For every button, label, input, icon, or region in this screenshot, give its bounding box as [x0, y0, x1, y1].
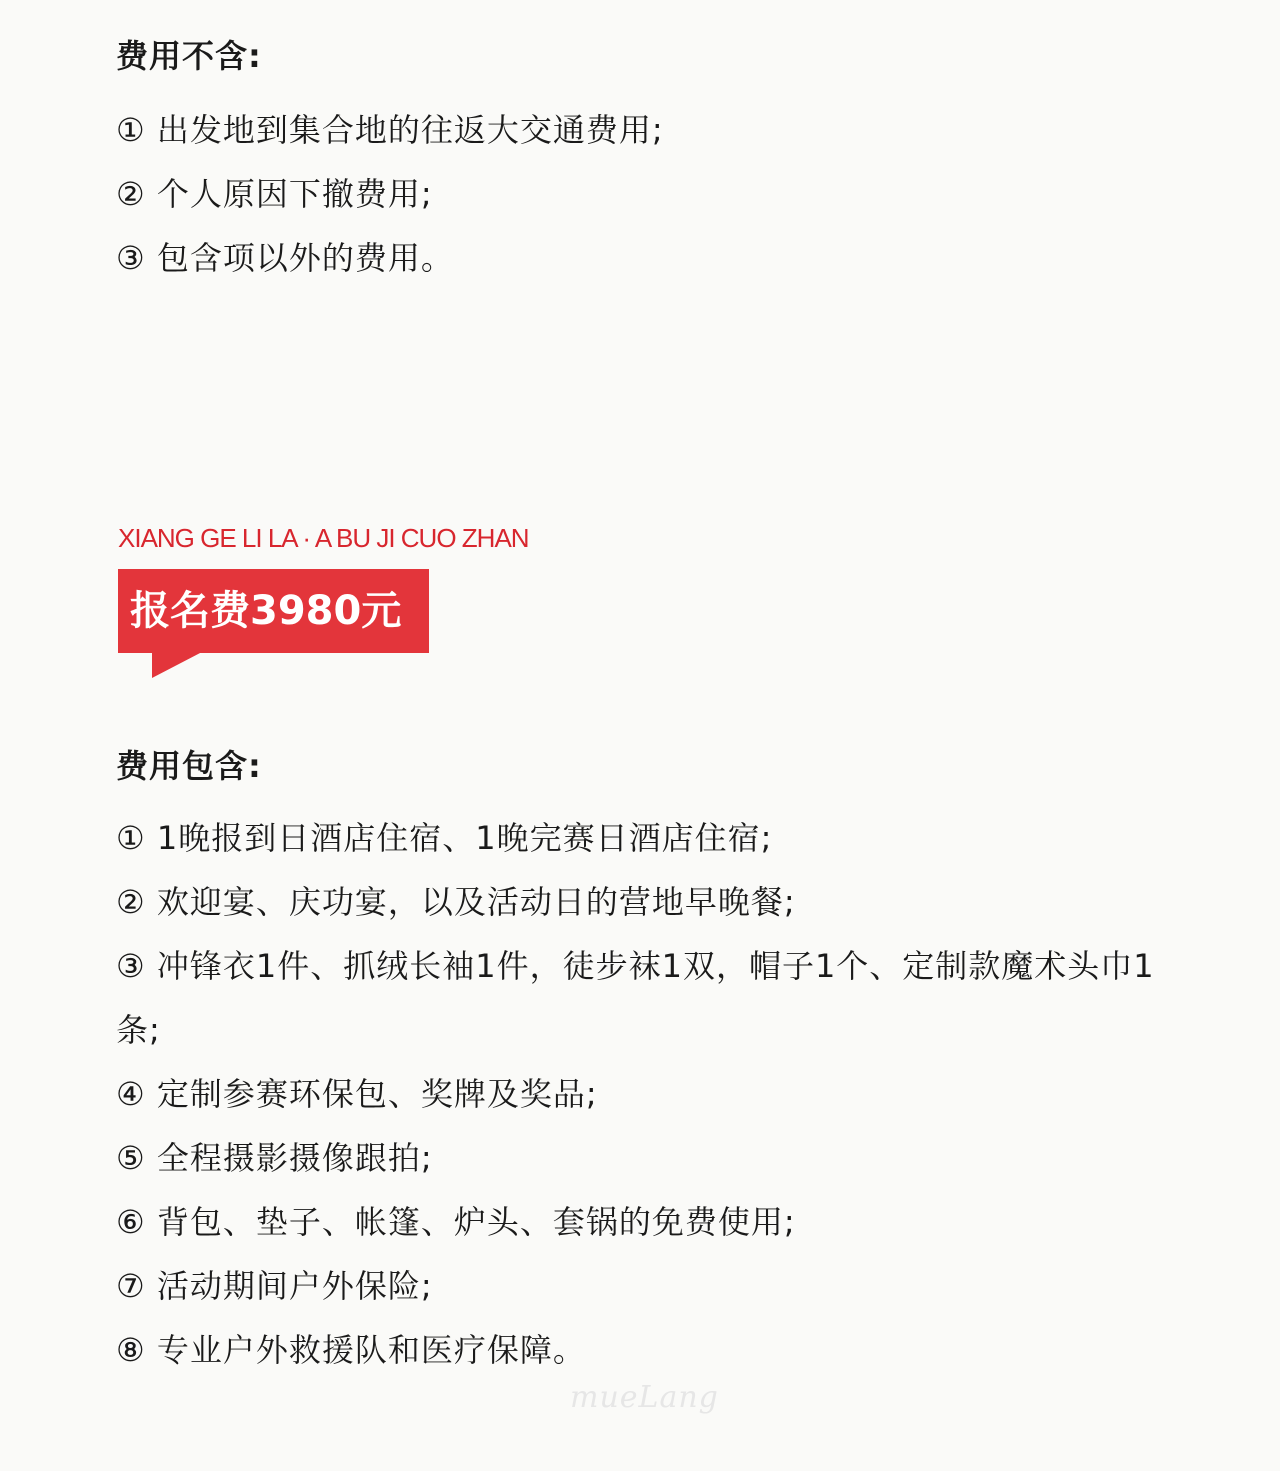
- list-item: ② 欢迎宴、庆功宴，以及活动日的营地早晚餐;: [116, 883, 796, 921]
- list-item: ① 1晚报到日酒店住宿、1晚完赛日酒店住宿;: [116, 819, 773, 857]
- included-list: [116, 806, 1166, 1382]
- list-item: ⑥ 背包、垫子、帐篷、炉头、套锅的免费使用;: [116, 1203, 796, 1241]
- excluded-heading: 费用不含:: [116, 37, 262, 75]
- excluded-list: [116, 98, 664, 290]
- list-item: ① 出发地到集合地的往返大交通费用;: [116, 111, 664, 149]
- list-item: ④ 定制参赛环保包、奖牌及奖品;: [116, 1075, 598, 1113]
- list-item: ② 个人原因下撤费用;: [116, 175, 433, 213]
- list-item: ⑦ 活动期间户外保险;: [116, 1267, 433, 1305]
- price-badge: [118, 569, 429, 653]
- list-item: ⑤ 全程摄影摄像跟拍;: [116, 1139, 433, 1177]
- included-heading: 费用包含:: [116, 747, 262, 785]
- list-item: ⑧ 专业户外救援队和医疗保障。: [116, 1331, 586, 1369]
- speech-bubble-tail: [152, 652, 202, 678]
- list-item: ③ 包含项以外的费用。: [116, 239, 454, 277]
- price-label: 报名费3980元: [130, 588, 402, 634]
- list-item: ③ 冲锋衣1件、抓绒长袖1件，徒步袜1双，帽子1个、定制款魔术头巾1条;: [116, 947, 1155, 1049]
- watermark-logo: mueLang: [570, 1380, 719, 1415]
- event-subtitle: XIANG GE LI LA · A BU JI CUO ZHAN: [118, 523, 529, 553]
